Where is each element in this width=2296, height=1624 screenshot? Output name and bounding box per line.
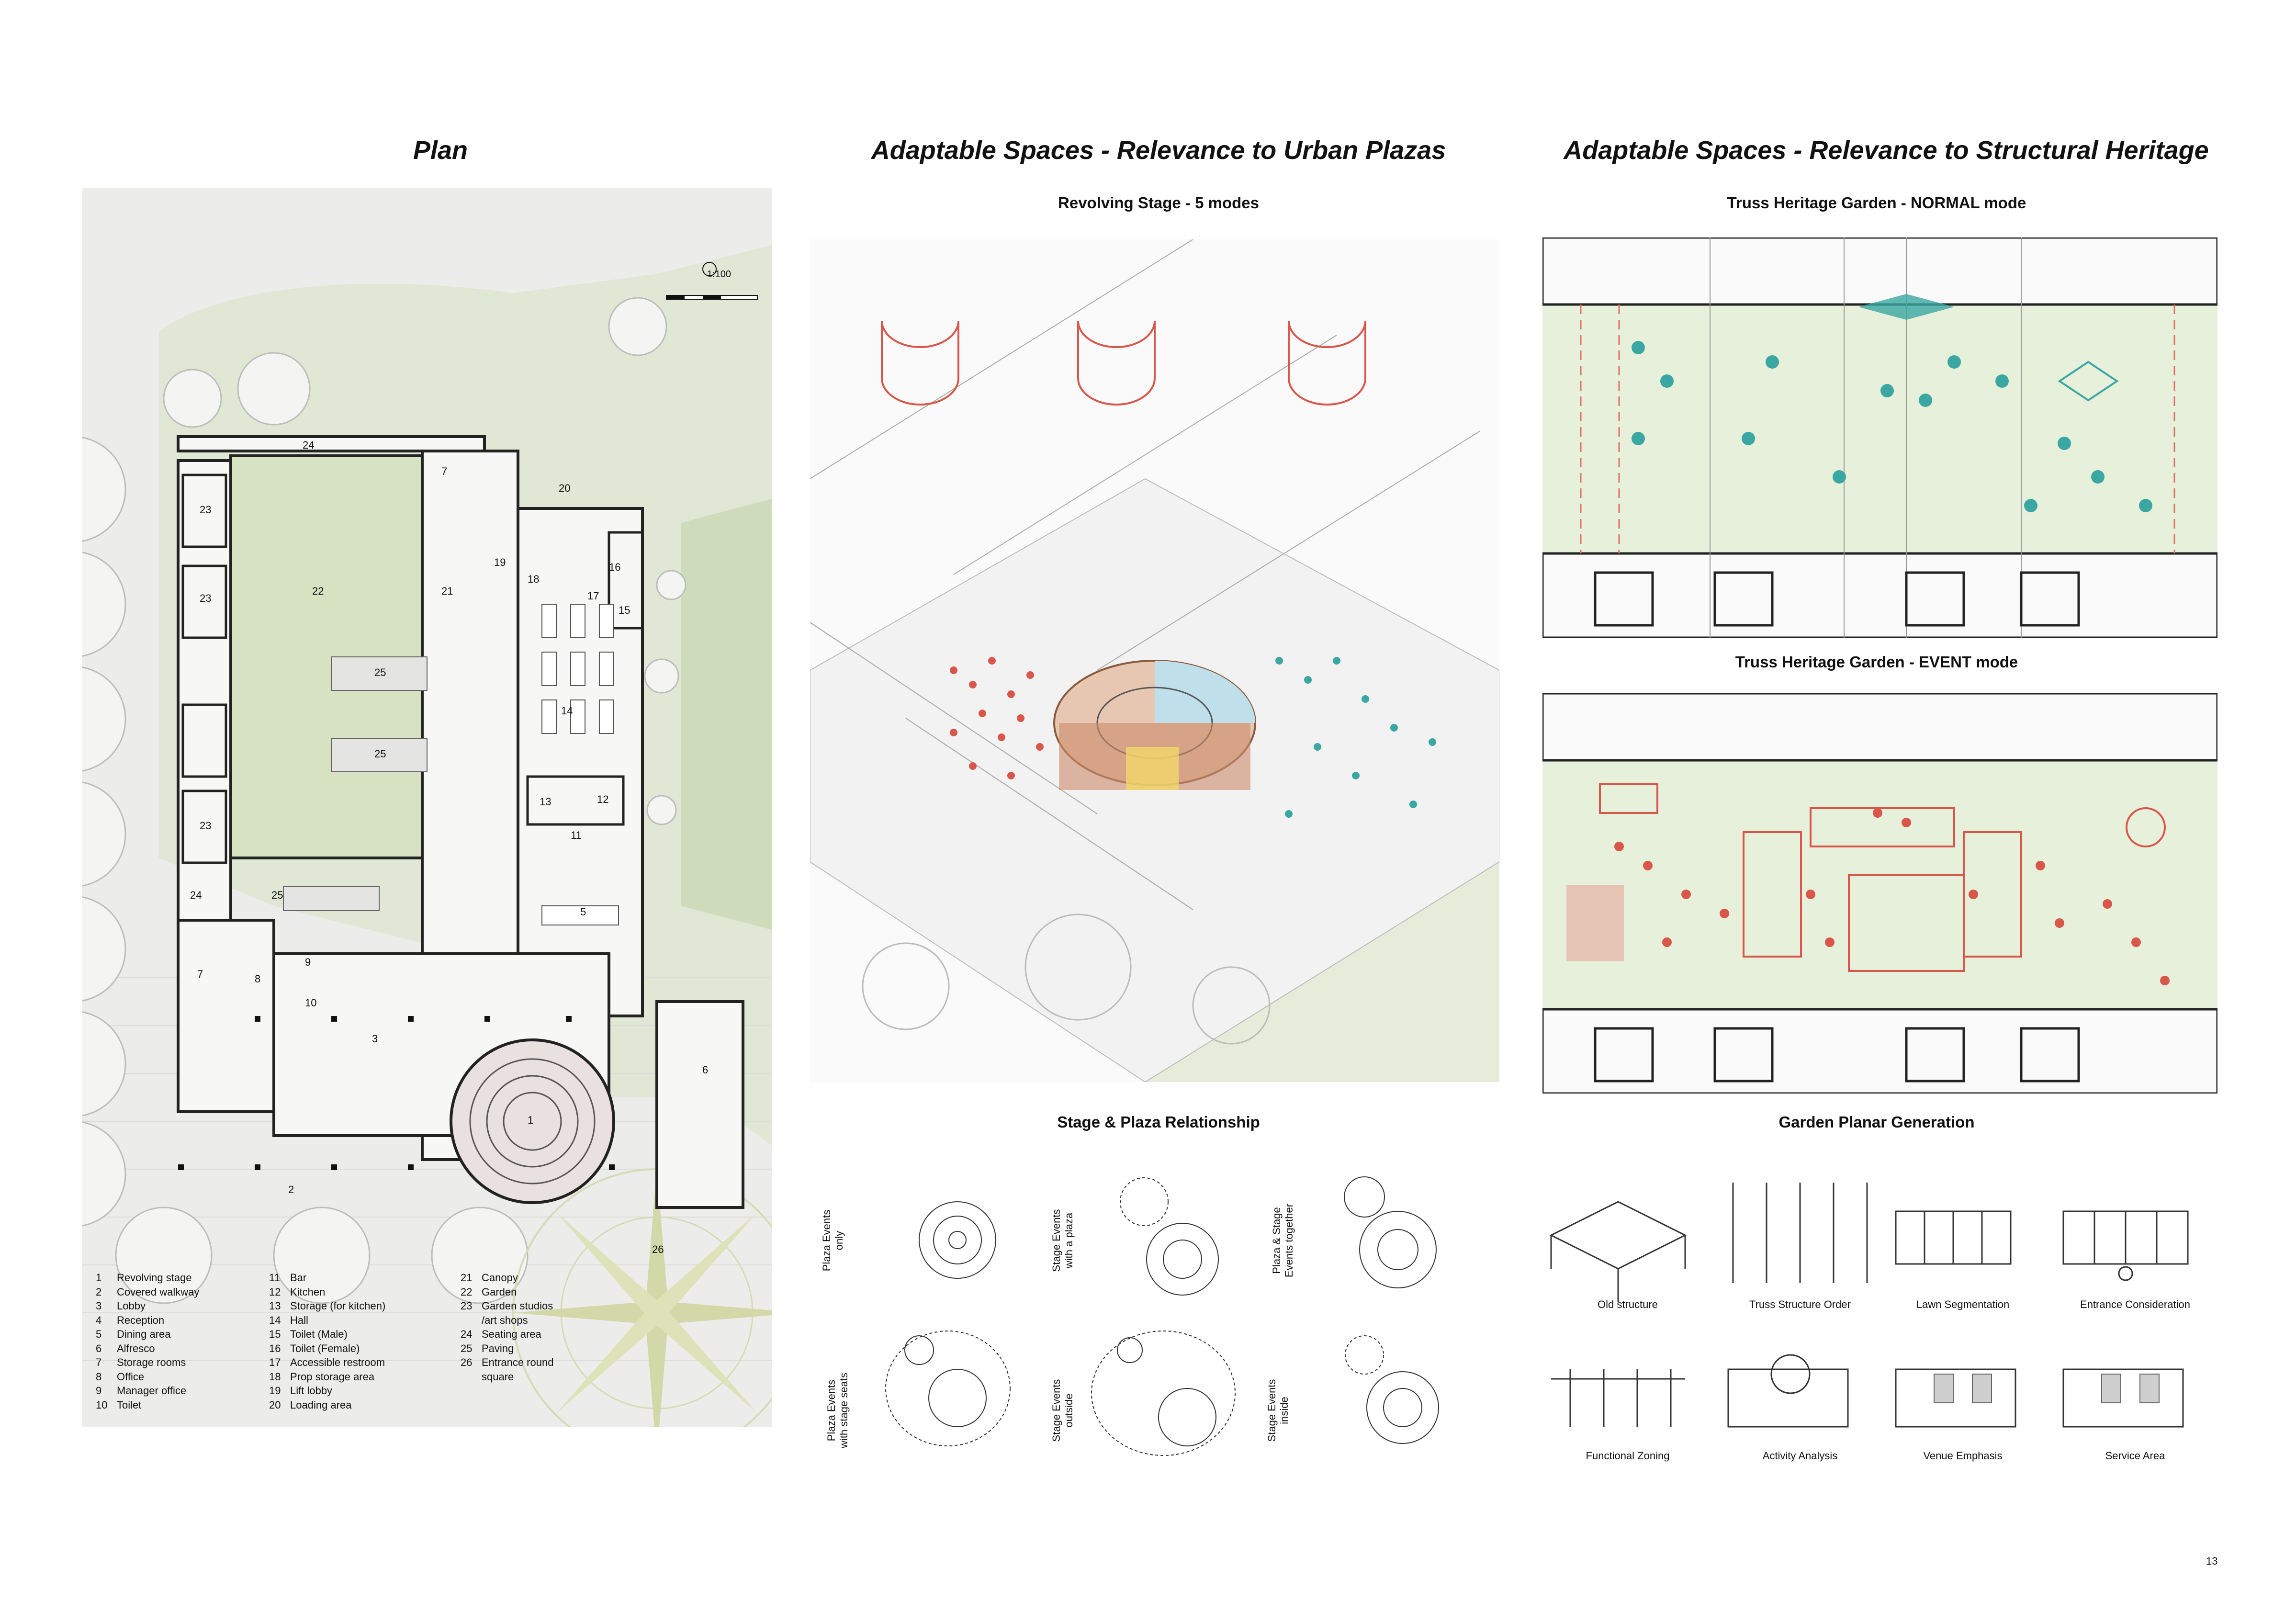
legend-item: 6 Alfresco bbox=[96, 1342, 155, 1354]
plan-drawing bbox=[82, 188, 772, 1427]
legend-item: 4 Reception bbox=[96, 1314, 165, 1326]
room-label: 14 bbox=[561, 705, 573, 717]
room-label: 23 bbox=[200, 592, 212, 604]
garden-step-label: Service Area bbox=[2105, 1450, 2165, 1462]
garden-planar-svg bbox=[1542, 1159, 2221, 1484]
legend-item: 10 Toilet bbox=[96, 1398, 142, 1411]
garden-step-label: Functional Zoning bbox=[1586, 1450, 1670, 1462]
legend-item: 14 Hall bbox=[269, 1314, 308, 1326]
stage-plaza-label-2: Stage Events with a plaza bbox=[1050, 1209, 1075, 1272]
room-label: 26 bbox=[652, 1243, 664, 1255]
legend-column-1 bbox=[96, 1271, 199, 1412]
room-label: 7 bbox=[441, 465, 448, 477]
room-label: 6 bbox=[702, 1064, 709, 1076]
room-label: 9 bbox=[305, 956, 311, 968]
legend-item: 9 Manager office bbox=[96, 1385, 187, 1397]
stage-plaza-label-6: Stage Events inside bbox=[1266, 1379, 1290, 1442]
revolving-stage-subheading: Revolving Stage - 5 modes bbox=[1058, 194, 1259, 212]
garden-step-label: Truss Structure Order bbox=[1749, 1298, 1851, 1310]
room-label: 11 bbox=[571, 829, 582, 841]
room-label: 25 bbox=[374, 748, 386, 760]
stage-plaza-label-4: Plaza Events with stage seats bbox=[825, 1373, 850, 1448]
room-label: 10 bbox=[305, 997, 317, 1009]
legend-item: 13 Storage (for kitchen) bbox=[269, 1300, 386, 1312]
legend-item: 22 Garden bbox=[461, 1286, 517, 1298]
legend-item: 16 Toilet (Female) bbox=[269, 1342, 360, 1354]
legend-item: 8 Office bbox=[96, 1370, 145, 1383]
garden-step-label: Old structure bbox=[1598, 1298, 1658, 1310]
central-stage bbox=[1054, 661, 1255, 790]
scale-label: 1:100 bbox=[707, 269, 732, 280]
legend-item: 23 Garden studios bbox=[461, 1300, 553, 1312]
stage-plaza-diagrams bbox=[804, 1149, 1494, 1484]
room-label: 25 bbox=[271, 889, 283, 901]
room-label: 24 bbox=[190, 889, 202, 901]
legend-item: /art shops bbox=[482, 1314, 528, 1326]
legend-column-3 bbox=[461, 1271, 553, 1384]
legend-item: 2 Covered walkway bbox=[96, 1286, 200, 1298]
structural-heritage-heading: Adaptable Spaces - Relevance to Structural Heritage bbox=[1564, 136, 2209, 165]
legend-item: 17 Accessible restroom bbox=[269, 1356, 385, 1368]
garden-planar-subheading: Garden Planar Generation bbox=[1778, 1113, 1975, 1131]
room-label: 23 bbox=[200, 504, 212, 516]
event-mode-subheading: Truss Heritage Garden - EVENT mode bbox=[1735, 653, 2018, 671]
room-label: 3 bbox=[372, 1033, 378, 1045]
legend-item: 11 Bar bbox=[269, 1272, 307, 1284]
room-label: 16 bbox=[609, 561, 621, 573]
legend-item: 20 Loading area bbox=[269, 1398, 352, 1411]
normal-mode-plan bbox=[1542, 237, 2217, 638]
event-mode-svg bbox=[1542, 693, 2217, 1094]
legend-item: 12 Kitchen bbox=[269, 1286, 326, 1298]
garden-step-label: Activity Analysis bbox=[1762, 1450, 1838, 1462]
axonometric-svg bbox=[810, 239, 1499, 1082]
room-label: 2 bbox=[288, 1184, 294, 1195]
room-label: 18 bbox=[528, 573, 540, 585]
room-label: 1 bbox=[528, 1114, 534, 1126]
legend-item: 25 Paving bbox=[461, 1342, 514, 1354]
normal-mode-svg bbox=[1542, 237, 2217, 638]
legend-item: 26 Entrance round bbox=[461, 1356, 554, 1368]
legend-item: 7 Storage rooms bbox=[96, 1356, 186, 1368]
room-label: 17 bbox=[587, 590, 599, 602]
room-label: 20 bbox=[559, 482, 571, 494]
plan-heading: Plan bbox=[413, 136, 468, 165]
legend-item: 19 Lift lobby bbox=[269, 1385, 333, 1397]
room-label: 12 bbox=[597, 793, 609, 805]
event-mode-plan bbox=[1542, 693, 2217, 1094]
page-number: 13 bbox=[2206, 1555, 2218, 1567]
room-label: 13 bbox=[540, 796, 551, 808]
legend-item: 5 Dining area bbox=[96, 1328, 171, 1340]
room-label: 23 bbox=[200, 820, 212, 832]
room-label: 7 bbox=[197, 968, 203, 980]
legend-item: square bbox=[482, 1370, 514, 1383]
legend-item: 1 Revolving stage bbox=[96, 1272, 192, 1284]
legend-item: 3 Lobby bbox=[96, 1300, 146, 1312]
plan-svg bbox=[82, 188, 772, 1427]
garden-step-label: Entrance Consideration bbox=[2080, 1298, 2190, 1310]
stage-plaza-label-1: Plaza Events only bbox=[821, 1209, 845, 1272]
stage-plaza-subheading: Stage & Plaza Relationship bbox=[1057, 1113, 1260, 1131]
urban-plazas-heading: Adaptable Spaces - Relevance to Urban Plazas bbox=[871, 136, 1446, 165]
stage-plaza-svg bbox=[804, 1149, 1494, 1484]
normal-mode-subheading: Truss Heritage Garden - NORMAL mode bbox=[1727, 194, 2026, 212]
room-label: 8 bbox=[255, 973, 261, 985]
garden-step-label: Lawn Segmentation bbox=[1916, 1298, 2010, 1310]
room-label: 5 bbox=[580, 906, 586, 918]
room-label: 21 bbox=[441, 585, 453, 597]
legend-column-2 bbox=[269, 1271, 385, 1412]
room-label: 22 bbox=[312, 585, 324, 597]
garden-step-label: Venue Emphasis bbox=[1923, 1450, 2003, 1462]
room-label: 25 bbox=[374, 666, 386, 678]
revolving-stage-axonometric bbox=[810, 239, 1499, 1082]
stage-plaza-label-3: Plaza & Stage Events together bbox=[1271, 1203, 1295, 1278]
room-label: 15 bbox=[619, 604, 630, 616]
room-label: 24 bbox=[303, 439, 315, 451]
legend-item: 15 Toilet (Male) bbox=[269, 1328, 348, 1340]
garden-planar-diagrams bbox=[1542, 1159, 2221, 1484]
legend-item: 21 Canopy bbox=[461, 1272, 518, 1284]
stage-plaza-label-5: Stage Events outside bbox=[1050, 1379, 1075, 1442]
room-label: 19 bbox=[494, 556, 506, 568]
legend-item: 18 Prop storage area bbox=[269, 1370, 375, 1383]
legend-item: 24 Seating area bbox=[461, 1328, 541, 1340]
